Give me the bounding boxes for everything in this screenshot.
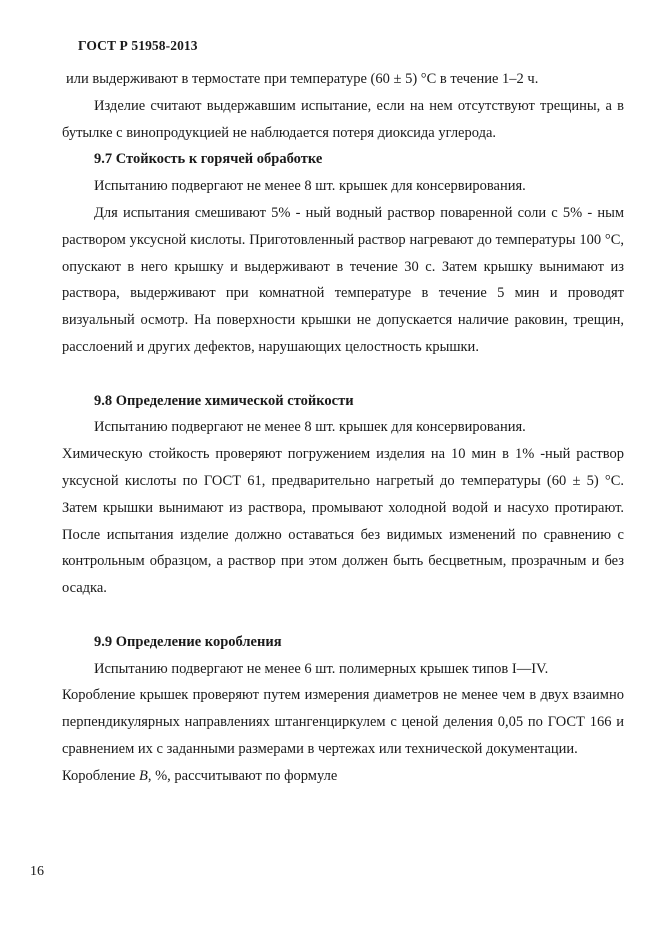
formula-intro-end: , %, рассчитывают по формуле — [147, 767, 338, 784]
section-heading-9-9: 9.9 Определение коробления — [94, 633, 282, 650]
document-header: ГОСТ Р 51958-2013 — [78, 38, 198, 53]
formula-variable: B — [138, 767, 148, 784]
section-9-9-paragraph-2: Коробление крышек проверяют путем измерения диаметров не менее чем в двух взаимно перпендикулярных направлениях штангенциркулем с ценой деления 0,05 по ГОСТ 166 и сравнением их с заданными размерами в чертежах или технической документации. — [62, 687, 624, 757]
section-9-9-paragraph-1: Испытанию подвергают не менее 6 шт. полимерных крышек типов I—IV. — [94, 660, 549, 677]
continued-line: или выдерживают в термостате при температуре (60 ± 5) °С в течение 1–2 ч. — [66, 71, 539, 87]
section-spacer — [62, 361, 624, 388]
section-9-7-paragraph-1: Испытанию подвергают не менее 8 шт. крышек для консервирования. — [94, 178, 526, 195]
document-body — [62, 66, 624, 790]
formula-intro-start: Коробление — [62, 767, 139, 784]
formula-intro — [62, 763, 624, 790]
section-spacer — [62, 602, 624, 629]
section-9-8-paragraph-1: Испытанию подвергают не менее 8 шт. крышек для консервирования. — [94, 419, 526, 436]
section-9-7-paragraph-2: Для испытания смешивают 5% - ный водный раствор поваренной соли с 5% - ным раствором уксусной кислоты. Приготовленный раствор нагревают до температуры 100 °С, опускают в него крышку и выдерживают в течение 30 с. Затем крышку вынимают из раствора, выдерживают при комнатной температуре в течение 5 мин и проводят визуальный осмотр. На поверхности крышки не допускается наличие раковин, трещин, расслоений и других дефектов, нарушающих целостность крышки. — [62, 204, 624, 355]
section-heading-9-8: 9.8 Определение химической стойкости — [94, 392, 354, 409]
section-heading-9-7: 9.7 Стойкость к горячей обработке — [94, 151, 323, 168]
section-9-8-paragraph-2: Химическую стойкость проверяют погружением изделия на 10 мин в 1% -ный раствор уксусной кислоты по ГОСТ 61, предварительно нагретый до температуры (60 ± 5) °С. Затем крышки вынимают из раствора, промывают холодной водой и насухо протирают. После испытания изделие должно оставаться без видимых изменений по сравнению с контрольным образцом, а раствор при этом должен быть бесцветным, прозрачным и без осадка. — [62, 446, 624, 597]
page-number: 16 — [30, 864, 44, 879]
paragraph-passed-test: Изделие считают выдержавшим испытание, если на нем отсутствуют трещины, а в бутылке с винопродукцией не наблюдается потеря диоксида углерода. — [62, 97, 624, 141]
